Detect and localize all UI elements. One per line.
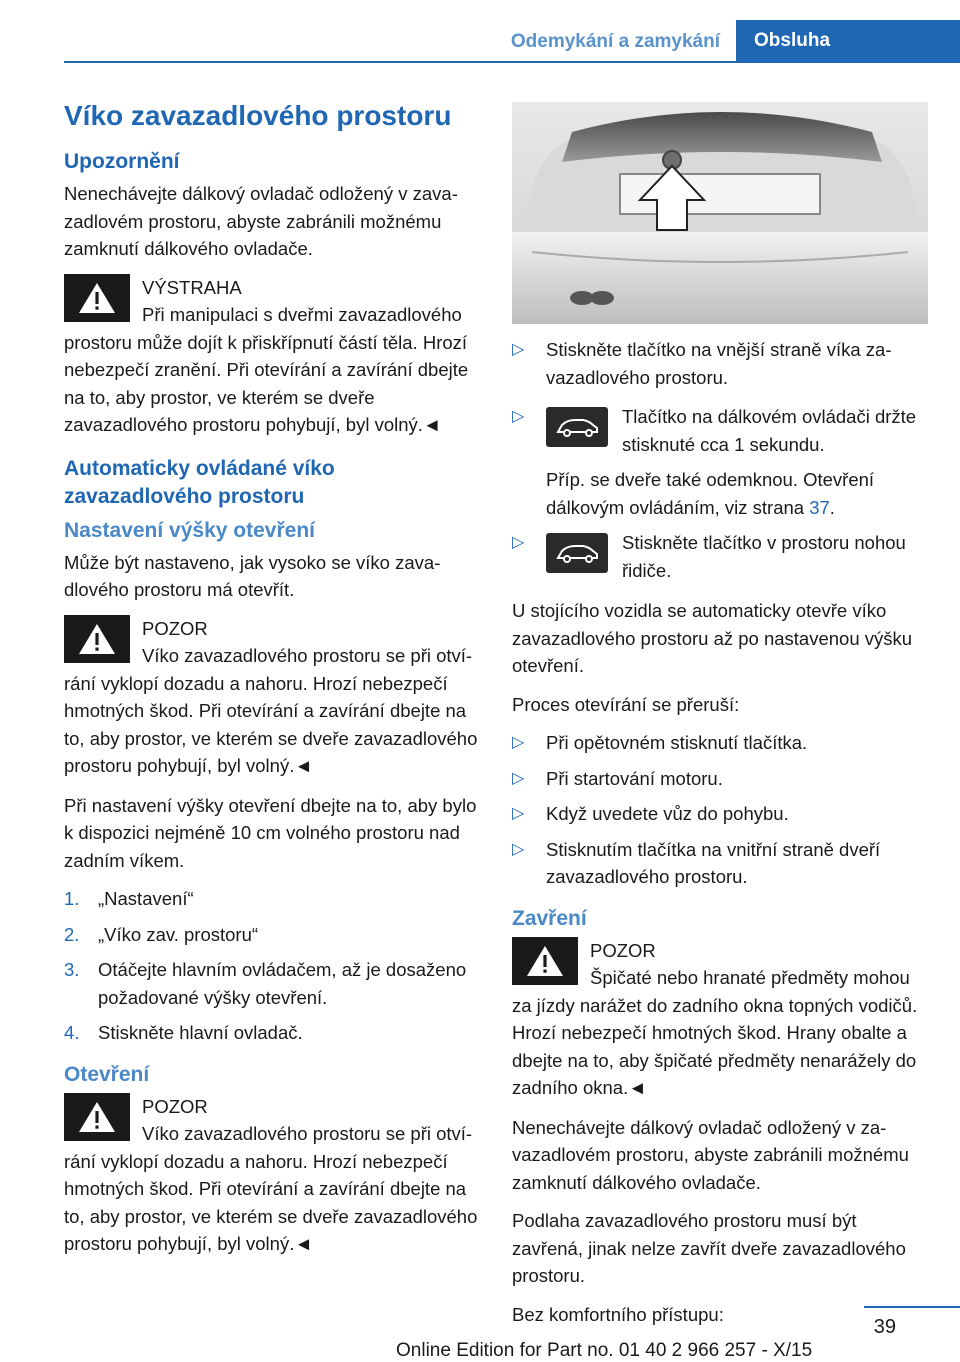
step-text: „Víko zav. prostoru“ <box>98 923 259 945</box>
list-item <box>64 885 480 913</box>
driver-key-item <box>512 529 928 589</box>
interrupt-text: Při startování motoru. <box>546 767 723 789</box>
caution-block <box>512 937 928 1102</box>
interrupt-text: Když uvedete vůz do pohybu. <box>546 803 789 824</box>
step-text: „Nastavení“ <box>98 888 194 909</box>
list-item <box>512 800 928 828</box>
caution-text: Špičaté nebo hranaté předměty mohou za jízdy narážet do zadního okna topných vodičů. Hrozí nebezpečí hmotných škod. Hrany obalte a dbejte na to, aby špičaté předměty nenarážely do zadního okna.◄ <box>512 967 918 1098</box>
list-item <box>512 765 928 793</box>
page-title: Víko zavazadlového prostoru <box>64 100 452 131</box>
page-link[interactable]: 37 <box>809 496 830 518</box>
caution-block <box>64 615 480 780</box>
step-number: 1. <box>64 888 80 909</box>
step-text: Otáčejte hlavním ovládačem, až je dosaženo požadované výšky otevření. <box>98 959 467 1008</box>
warning-triangle-icon <box>64 274 130 322</box>
caution-title: POZOR <box>142 617 208 639</box>
trunk-button-icon <box>546 533 608 573</box>
interrupt-text: Při opětovném stisknutí tlačítka. <box>546 732 808 753</box>
step-number: 4. <box>64 1022 80 1043</box>
interrupt-intro: Proces otevírání se přeruší: <box>512 693 740 715</box>
open-heading: Otevření <box>64 1062 150 1086</box>
trunk-lid-photo <box>512 102 928 324</box>
height-note: Při nastavení výšky otevření dbejte na to, aby bylo k dispozici nejméně 10 cm volného prostoru nad zadním víkem. <box>64 794 477 871</box>
list-item <box>64 921 480 949</box>
triangle-bullet-icon: ▷ <box>512 341 525 358</box>
step-number: 3. <box>64 959 80 980</box>
caution-triangle-icon <box>64 1093 130 1141</box>
list-item <box>512 836 928 891</box>
remote-key-item <box>512 403 928 521</box>
page-number: 39 <box>873 1316 896 1338</box>
warning-block <box>64 274 480 439</box>
caution-title: POZOR <box>590 939 656 961</box>
interrupt-list <box>512 729 928 891</box>
triangle-bullet-icon: ▷ <box>512 840 525 858</box>
remote-key-text: Tlačítko na dálkovém ovládači držte stisknuté cca 1 sekundu. <box>622 406 917 455</box>
interrupt-text: Stisknutím tlačítka na vnitřní straně dveří zavazadlového prostoru. <box>546 838 881 887</box>
driver-key-text: Stiskněte tlačítko v prostoru nohou řidiče. <box>622 532 906 581</box>
caution-title: POZOR <box>142 1095 208 1117</box>
list-item <box>512 336 928 391</box>
triangle-bullet-icon: ▷ <box>512 769 525 787</box>
remote-sub-prefix: Příp. se dveře také odemknou. Otevření dálkovým ovládáním, viz strana <box>546 469 875 518</box>
notice-heading: Upozornění <box>64 150 180 173</box>
warning-text: Při manipulaci s dveřmi zavazadlového prostoru může dojít k přiskřípnutí částí těla. Hrozí nebezpečí zranění. Při otevírání a zavírání dbejte na to, aby prostor, ve kterém se dveře zavazadlového prostoru pohybují, byl volný.◄ <box>64 304 469 435</box>
list-item <box>64 1019 480 1047</box>
height-heading: Nastavení výšky otevření <box>64 518 315 542</box>
press-outer-text: Stiskněte tlačítko na vnější straně víka zavazadlového prostoru. <box>546 339 892 388</box>
caution-triangle-icon <box>64 615 130 663</box>
open-methods-list <box>512 336 928 391</box>
auto-lid-heading: Automaticky ovládané víko zavazadlového prostoru <box>64 456 335 508</box>
close-notice: Nenechávejte dálkový ovladač odložený v zavazadlovém prostoru, abyste zabránili možnému zamknutí dálkového ovladače. <box>512 1116 909 1193</box>
caution-text: Víko zavazadlového prostoru se při otvírání vyklopí dozadu a nahoru. Hrozí nebezpečí hmotných škod. Při otevírání a zavírání dbejte na to, aby prostor, ve kterém se dveře zavazadlového prostoru pohybují, byl volný.◄ <box>64 645 478 776</box>
auto-open-text: U stojícího vozidla se automaticky otevře víko zavazadlového prostoru až po nastavenou výšku otevření. <box>512 600 913 676</box>
footer-rule <box>864 1306 960 1308</box>
right-column <box>512 102 928 1339</box>
triangle-bullet-icon: ▷ <box>512 734 525 751</box>
left-column <box>64 96 480 1270</box>
step-text: Stiskněte hlavní ovladač. <box>98 1022 303 1043</box>
triangle-bullet-icon: ▷ <box>512 408 525 425</box>
caution-block <box>64 1093 480 1258</box>
close-heading: Zavření <box>512 906 587 930</box>
header-chapter-tab[interactable]: Obsluha <box>736 20 960 62</box>
list-item <box>64 956 480 1011</box>
triangle-bullet-icon: ▷ <box>512 534 525 551</box>
no-comfort-text: Bez komfortního přístupu: <box>512 1303 724 1325</box>
list-item <box>512 729 928 757</box>
triangle-bullet-icon: ▷ <box>512 805 525 822</box>
step-number: 2. <box>64 923 80 945</box>
steps-list <box>64 885 480 1047</box>
notice-text: Nenechávejte dálkový ovladač odložený v zavazadlovém prostoru, abyste zabránili možnému zamknutí dálkového ovladače. <box>64 183 458 259</box>
header-rule <box>64 61 960 63</box>
edition-text: Online Edition for Part no. 01 40 2 966 257 - X/15 <box>396 1340 813 1361</box>
floor-text: Podlaha zavazadlového prostoru musí být zavřená, jinak nelze zavřít dveře zavazadlového prostoru. <box>512 1210 906 1286</box>
trunk-button-icon <box>546 407 608 447</box>
remote-sub-suffix: . <box>829 496 835 518</box>
remote-sub-text <box>546 466 928 521</box>
warning-title: VÝSTRAHA <box>142 276 242 298</box>
caution-text: Víko zavazadlového prostoru se při otvírání vyklopí dozadu a nahoru. Hrozí nebezpečí hmotných škod. Při otevírání a zavírání dbejte na to, aby prostor, ve kterém se dveře zavazadlového prostoru pohybují, byl volný.◄ <box>64 1123 478 1254</box>
height-text: Může být nastaveno, jak vysoko se víko zavadlového prostoru má otevřít. <box>64 551 441 600</box>
header-section-title: Odemykání a zamykání <box>510 31 720 52</box>
caution-triangle-icon <box>512 937 578 985</box>
